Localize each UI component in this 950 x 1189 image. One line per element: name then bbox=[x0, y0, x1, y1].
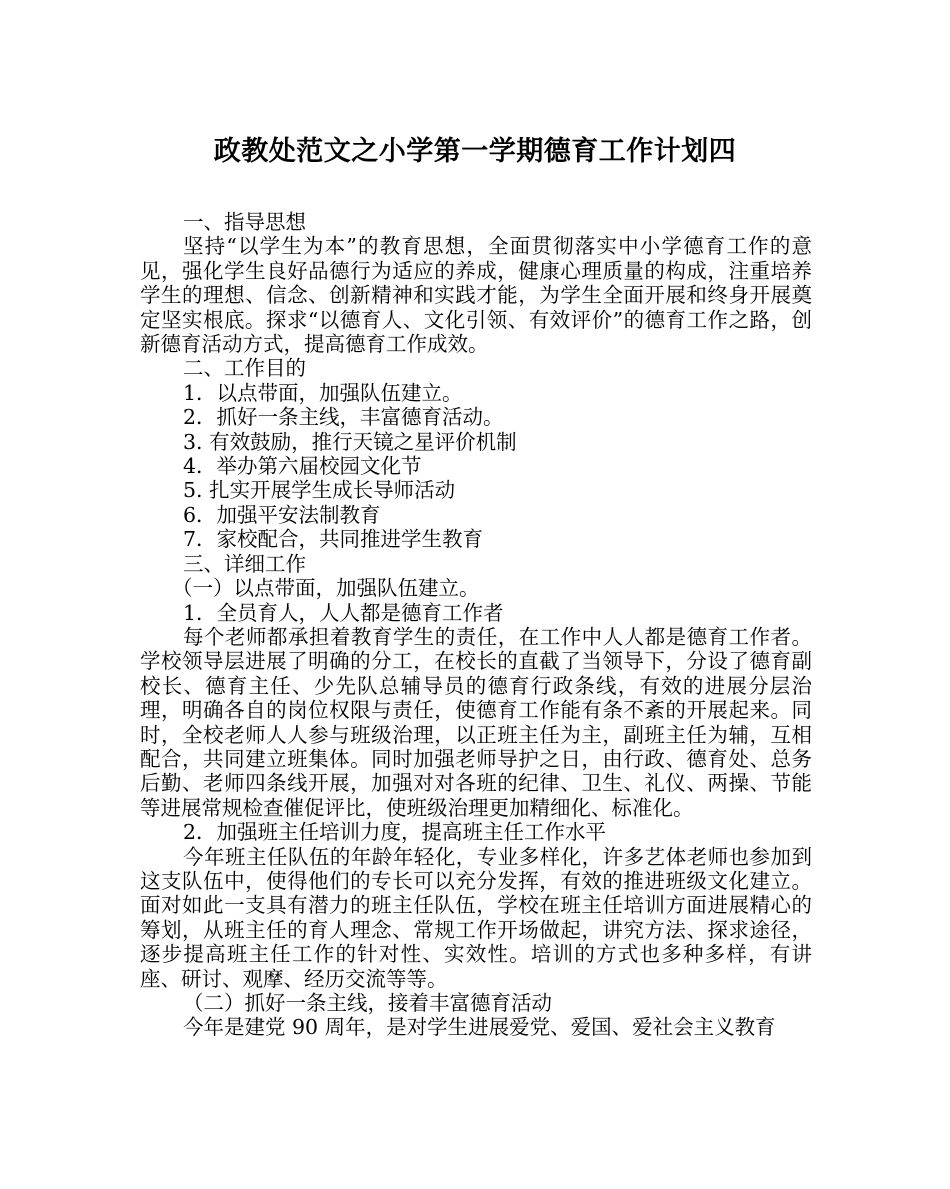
list-item: 7．家校配合，共同推进学生教育 bbox=[183, 527, 484, 552]
section-heading: 二、工作目的 bbox=[183, 356, 306, 381]
section-heading: 三、详细工作 bbox=[183, 551, 306, 576]
body-paragraph: 今年班主任队伍的年龄年轻化，专业多样化，许多艺体老师也参加到这支队伍中，使得他们的专长可以充分发挥，有效的推进班级文化建立。面对如此一支具有潜力的班主任队伍，学校在班主任培训方面进展精心的筹划，从班主任的育人理念、常规工作开场做起，讲究方法、探求途径，逐步提高班主任工作的针对性、实效性。培训的方式也多种多样，有讲座、研讨、观摩、经历交流等等。 bbox=[140, 844, 812, 991]
item-heading: 2．加强班主任培训力度，提高班主任工作水平 bbox=[183, 820, 607, 845]
list-item: 1．以点带面，加强队伍建立。 bbox=[183, 380, 463, 405]
list-item: 2．抓好一条主线，丰富德育活动。 bbox=[183, 405, 504, 430]
list-item: 4．举办第六届校园文化节 bbox=[183, 454, 422, 479]
document-title: 政教处范文之小学第一学期德育工作计划四 bbox=[213, 136, 737, 167]
list-item: 5. 扎实开展学生成长导师活动 bbox=[183, 478, 456, 503]
body-paragraph: 每个老师都承担着教育学生的责任，在工作中人人都是德育工作者。学校领导层进展了明确的分工，在校长的直截了当领导下，分设了德育副校长、德育主任、少先队总辅导员的德育行政条线，有效的进展分层治理，明确各自的岗位权限与责任，使德育工作能有条不紊的开展起来。同时，全校老师人人参与班级治理，以正班主任为主，副班主任为辅，互相配合，共同建立班集体。同时加强老师导护之日，由行政、德育处、总务后勤、老师四条线开展，加强对对各班的纪律、卫生、礼仪、两操、节能等进展常规检查催促评比，使班级治理更加精细化、标准化。 bbox=[140, 624, 812, 820]
subsection-heading: （一）以点带面，加强队伍建立。 bbox=[172, 576, 480, 601]
subsection-heading: （二）抓好一条主线，接着丰富德育活动 bbox=[183, 991, 552, 1015]
document-body bbox=[140, 210, 812, 1040]
list-item: 6．加强平安法制教育 bbox=[183, 502, 381, 527]
body-paragraph: 今年是建党 90 周年，是对学生进展爱党、爱国、爱社会主义教育 bbox=[183, 1015, 776, 1040]
item-heading: 1．全员育人，人人都是德育工作者 bbox=[183, 600, 504, 625]
section-heading: 一、指导思想 bbox=[183, 210, 306, 234]
list-item: 3. 有效鼓励，推行天镜之星评价机制 bbox=[183, 429, 517, 454]
body-paragraph: 坚持“以学生为本”的教育思想，全面贯彻落实中小学德育工作的意见，强化学生良好品德行为适应的养成，健康心理质量的构成，注重培养学生的理想、信念、创新精神和实践才能，为学生全面开展和终身开展奠定坚实根底。探求“以德育人、文化引领、有效评价”的德育工作之路，创新德育活动方式，提高德育工作成效。 bbox=[140, 234, 812, 357]
